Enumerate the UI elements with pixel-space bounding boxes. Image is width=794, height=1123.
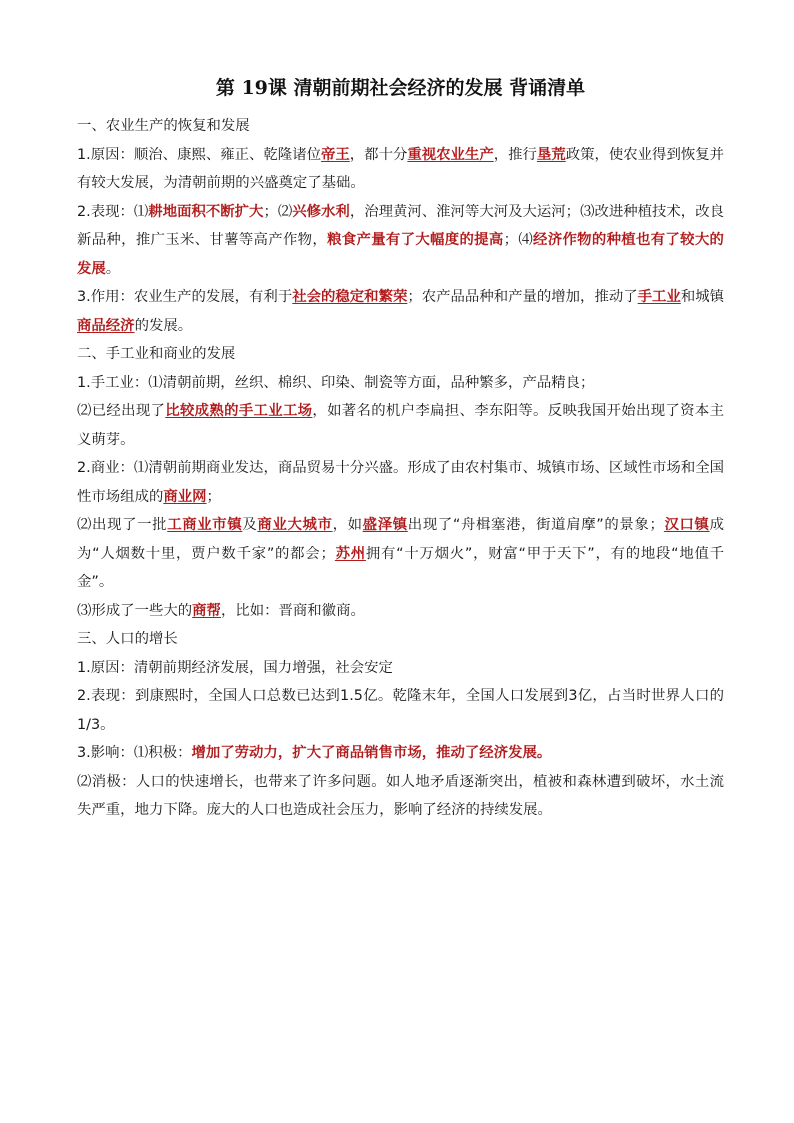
keyword-highlight: 经济作物的种植也有了较大的发展: [77, 232, 724, 277]
paragraph: [77, 283, 724, 340]
text-run: 成为“人烟数十里，贾户数千家”的都会；: [77, 517, 724, 562]
keyword-highlight: 比较成熟的手工业工场: [165, 403, 313, 419]
text-run: 拥有“十万烟火”，财富“甲于天下”，有的地段“地值千金”。: [77, 545, 724, 590]
paragraph: [77, 511, 724, 597]
paragraph: [77, 369, 724, 398]
text-run: ，如: [332, 517, 363, 533]
text-run: ⑵出现了一批: [77, 517, 168, 533]
keyword-highlight: 商业大城市: [257, 517, 333, 533]
text-run: 3.影响：⑴积极：: [77, 745, 192, 761]
text-run: 1.原因：清朝前期经济发展，国力增强，社会安定: [77, 659, 393, 676]
text-run: ⑶形成了一些大的: [77, 602, 193, 619]
keyword-highlight: 增加了劳动力，扩大了商品销售市场，推动了经济发展。: [191, 745, 552, 761]
keyword-highlight: 商业网: [163, 488, 207, 505]
text-run: ⑵已经出现了: [77, 403, 166, 419]
text-run: 2.商业：⑴清朝前期商业发达，商品贸易十分兴盛。形成了由农村集市、城镇市场、区域性市场和全国性市场组成的: [77, 460, 724, 505]
text-run: ，都十分: [349, 146, 408, 163]
text-run: 出现了“舟楫塞港，街道肩摩”的景象；: [407, 517, 664, 533]
text-run: 1.原因：顺治、康熙、雍正、乾隆诸位: [77, 146, 321, 163]
text-run: ，推行: [493, 146, 537, 163]
text-run: ⑵消极：人口的快速增长，也带来了许多问题。如人地矛盾逐渐突出，植被和森林遭到破坏，水土流失严重，地力下降。庞大的人口也造成社会压力，影响了经济的持续发展。: [77, 773, 724, 818]
keyword-highlight: 兴修水利: [292, 203, 350, 220]
paragraph: [77, 654, 724, 683]
text-run: ，如著名的机户李扁担、李东阳等。反映我国开始出现了资本主义萌芽。: [77, 403, 724, 448]
section-heading: 二、手工业和商业的发展: [77, 346, 236, 362]
paragraph: [77, 682, 724, 739]
text-run: 2.表现：⑴: [77, 203, 149, 220]
text-run: 政策，使农业得到恢复并有较大发展，为清朝前期的兴盛奠定了基础。: [77, 146, 725, 191]
text-run: 1.手工业：⑴清朝前期，丝织、棉织、印染、制瓷等方面，品种繁多，产品精良；: [77, 374, 595, 391]
text-run: ，治理黄河、淮河等大河及大运河；⑶改进种植技术，改良新品种，推广玉米、甘薯等高产作物，: [77, 203, 724, 248]
text-run: 3.作用：农业生产的发展，有利于: [77, 289, 293, 305]
document-body: [77, 112, 724, 825]
paragraph: [77, 454, 724, 511]
text-run: 及: [242, 517, 258, 533]
keyword-highlight: 手工业: [637, 289, 681, 305]
section-heading: 一、农业生产的恢复和发展: [77, 118, 250, 134]
paragraph: [77, 141, 724, 198]
paragraph: [77, 397, 724, 454]
text-run: 和城镇: [680, 289, 724, 305]
keyword-highlight: 帝王: [320, 146, 350, 163]
keyword-highlight: 粮食产量有了大幅度的提高: [327, 232, 504, 248]
text-run: ；: [206, 488, 221, 505]
keyword-highlight: 重视农业生产: [407, 146, 494, 163]
document-title: 第 19课 清朝前期社会经济的发展 背诵清单: [215, 77, 586, 99]
paragraph: [77, 739, 724, 768]
keyword-highlight: 垦荒: [536, 146, 566, 163]
paragraph: [77, 198, 724, 284]
paragraph: [77, 768, 724, 825]
text-run: ；农产品品种和产量的增加，推动了: [407, 289, 638, 305]
keyword-highlight: 社会的稳定和繁荣: [292, 289, 408, 305]
keyword-highlight: 汉口镇: [663, 517, 710, 533]
keyword-highlight: 工商业市镇: [167, 517, 243, 533]
keyword-highlight: 商品经济: [77, 317, 135, 334]
text-run: 的发展。: [134, 317, 193, 334]
paragraph: [77, 597, 724, 626]
section-heading: 三、人口的增长: [77, 631, 178, 647]
keyword-highlight: 耕地面积不断扩大: [148, 203, 264, 220]
text-run: 。: [105, 260, 121, 277]
text-run: 2.表现：到康熙时，全国人口总数已达到1.5亿。乾隆末年，全国人口发展到3亿，占当时世界人口的1/3。: [77, 688, 724, 733]
text-run: ，比如：晋商和徽商。: [220, 602, 365, 619]
keyword-highlight: 苏州: [334, 545, 366, 562]
keyword-highlight: 盛泽镇: [362, 517, 408, 533]
text-run: ；⑷: [503, 232, 534, 248]
text-run: ；⑵: [263, 203, 293, 220]
keyword-highlight: 商帮: [192, 602, 221, 619]
